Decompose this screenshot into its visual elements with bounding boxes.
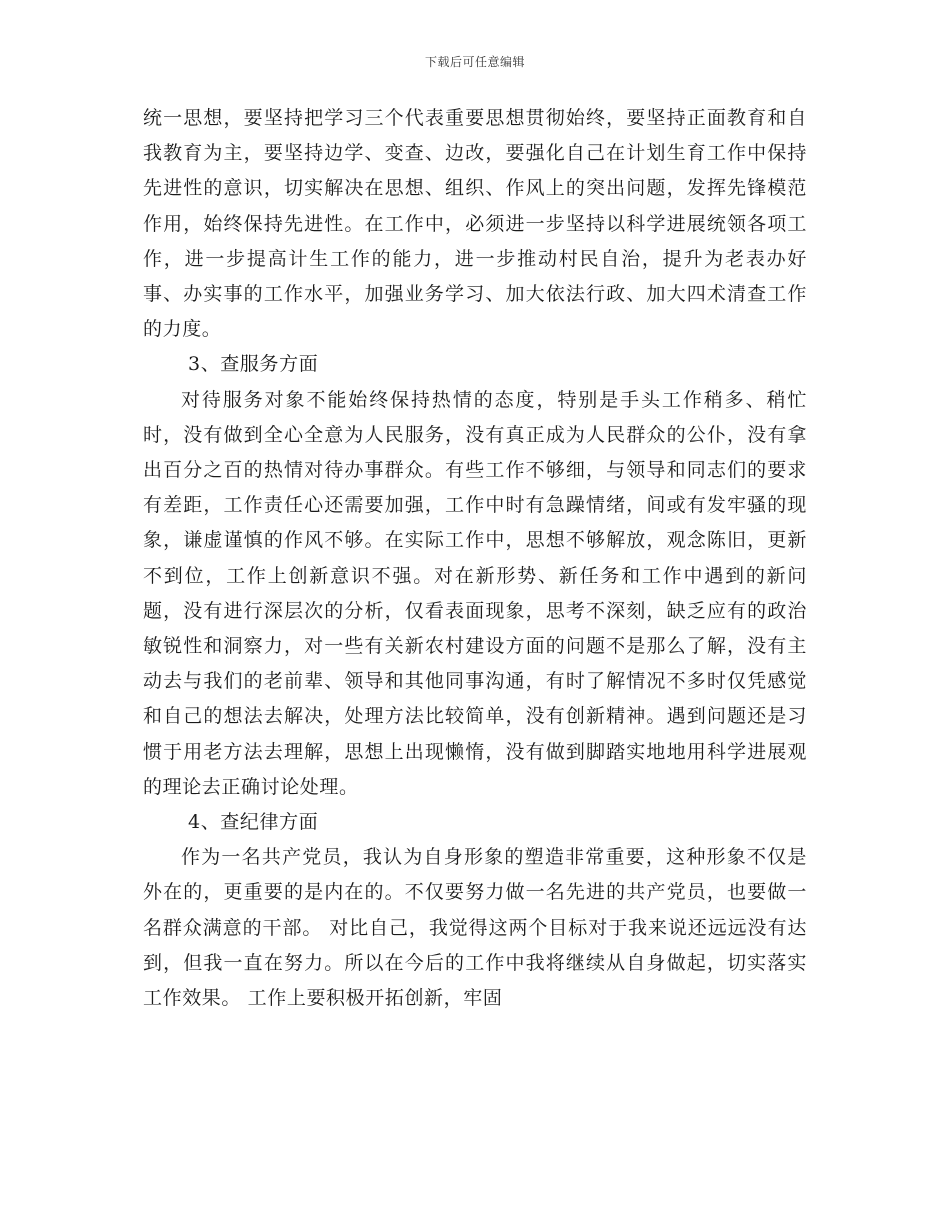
- paragraph-service: 对待服务对象不能始终保持热情的态度，特别是手头工作稍多、稍忙时，没有做到全心全意为人民服务，没有真正成为人民群众的公仆，没有拿出百分之百的热情对待办事群众。有些工作不够细，与领导和同志们的要求有差距，工作责任心还需要加强，工作中时有急躁情绪，间或有发牢骚的现象，谦虚谨慎的作风不够。在实际工作中，思想不够解放，观念陈旧，更新不到位，工作上创新意识不强。对在新形势、新任务和工作中遇到的新问题，没有进行深层次的分析，仅看表面现象，思考不深刻，缺乏应有的政治敏锐性和洞察力，对一些有关新农村建设方面的问题不是那么了解，没有主动去与我们的老前辈、领导和其他同事沟通，有时了解情况不多时仅凭感觉和自己的想法去解决，处理方法比较简单，没有创新精神。遇到问题还是习惯于用老方法去理解，思想上出现懒惰，没有做到脚踏实地地用科学进展观的理论去正确讨论处理。: [143, 388, 807, 798]
- section-heading-discipline: 4、查纪律方面: [188, 811, 319, 834]
- document-body: [143, 101, 807, 1016]
- header-note: 下载后可任意编辑: [424, 55, 525, 69]
- paragraph-discipline: 作为一名共产党员，我认为自身形象的塑造非常重要，这种形象不仅是外在的，更重要的是内在的。不仅要努力做一名先进的共产党员，也要做一名群众满意的干部。 对比自己，我觉得这两个目标对于我来说还远远没有达到，但我一直在努力。所以在今后的工作中我将继续从自身做起，切实落实工作效果。 工作上要积极开拓创新，牢固: [143, 846, 807, 1010]
- section-heading-service: 3、查服务方面: [188, 353, 319, 376]
- paragraph-continued: 统一思想，要坚持把学习三个代表重要思想贯彻始终，要坚持正面教育和自我教育为主，要坚持边学、变查、边改，要强化自己在计划生育工作中保持先进性的意识，切实解决在思想、组织、作风上的突出问题，发挥先锋模范作用，始终保持先进性。在工作中，必须进一步坚持以科学进展统领各项工作，进一步提高计生工作的能力，进一步推动村民自治，提升为老表办好事、办实事的工作水平，加强业务学习、加大依法行政、加大四术清查工作的力度。: [143, 107, 807, 341]
